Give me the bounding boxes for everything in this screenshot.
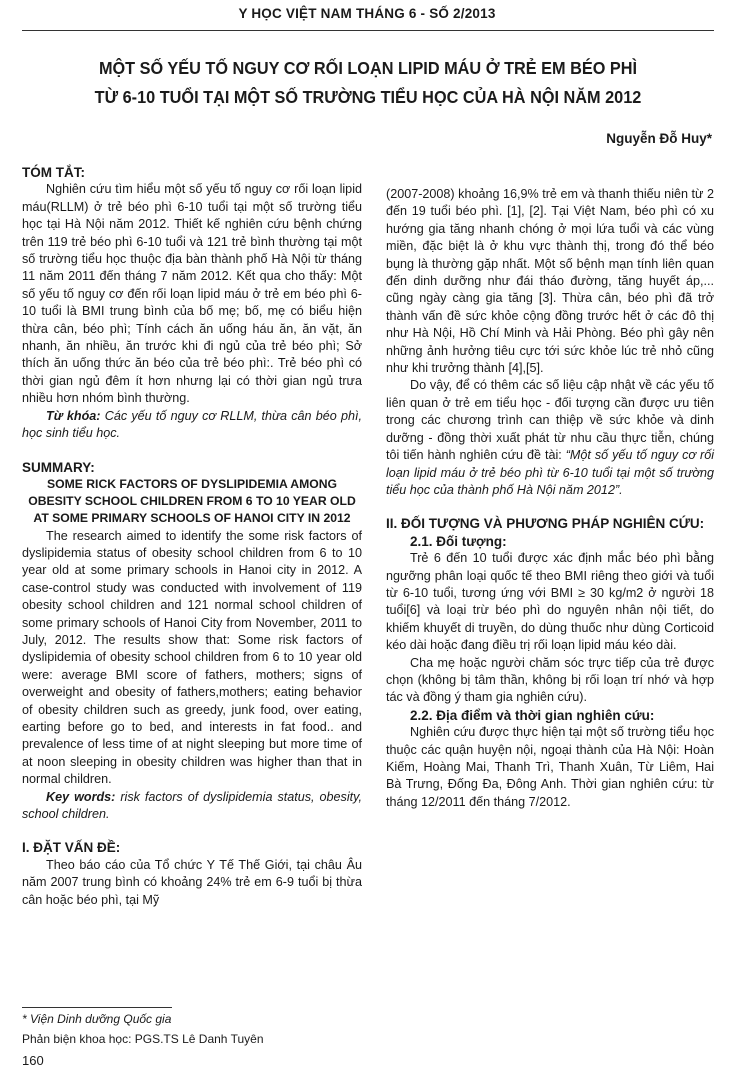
spacer <box>22 443 362 459</box>
title-line-2: TỪ 6-10 TUỔI TẠI MỘT SỐ TRƯỜNG TIỂU HỌC CỦA HÀ NỘI NĂM 2012 <box>94 87 642 107</box>
summary-heading: SUMMARY: <box>22 459 95 475</box>
keywords-paragraph <box>22 789 362 824</box>
summary-title: SOME RICK FACTORS OF DYSLIPIDEMIA AMONG OBESITY SCHOOL CHILDREN FROM 6 TO 10 YEAR OLD AT SOME PRIMARY SCHOOLS OF HANOI CITY IN 2012 <box>28 476 356 526</box>
tomtat-body: Nghiên cứu tìm hiểu một số yếu tố nguy cơ rối loạn lipid máu(RLLM) ở trẻ béo phì 6-10 tuổi tại một số trường tiểu học tại Hà Nội năm 2012. Thiết kế nghiên cứu bệnh chứng trên 119 trẻ béo phì 6-10 tuổi và 121 trẻ bình thường tại một số trường tiểu học thuộc địa bàn thành phố Hà Nội từ tháng 11 năm 2011 đến tháng 7 năm 2012. Kết qua cho thấy: Một số yếu tố nguy cơ đến rối loạn lipid máu ở trẻ em béo phì 6-10 tuổi là BMI trung bình của bố mẹ; bố, mẹ có biểu hiện thừa cân, béo phì; Tính cách ăn uống háu ăn, ăn vặt, ăn nhanh, ăn nhiều, ăn trước khi đi ngủ của trẻ béo phì; Sở thích ăn uống thức ăn béo của trẻ béo phì:. Trẻ béo phì có thời gian ngủ đêm ít hơn nhưng lại có thời gian ngủ trưa nhiều hơn nhóm bình thường. <box>22 182 362 406</box>
subsection-2-1-heading: 2.1. Đối tượng: <box>410 533 507 549</box>
tukhoa-paragraph <box>22 408 362 443</box>
intro-continuation: (2007-2008) khoảng 16,9% trẻ em và thanh thiếu niên từ 2 đến 19 tuổi béo phì. [1], [2]. Tại Việt Nam, béo phì có xu hướng gia tăng nhanh chóng ở mọi lứa tuổi và các vùng miền, đặc biệt là ở khu vực thành thị, trong đó thể béo bụng là thường gặp nhất. Một số bệnh mạn tính liên quan đến dinh dưỡng như đái tháo đường, tăng huyết áp,... cũng ngày càng gia tăng [3]. Thừa cân, béo phì đã trở thành vấn đề sức khỏe cộng đồng trước hết ở các đô thị như Hà Nội, Hồ Chí Minh và Hải Phòng. Béo phì gây nên những ảnh hưởng tiêu cực tới sức khỏe lúc trẻ nhỏ cũng như khi trưởng thành [4],[5]. <box>386 187 714 376</box>
section1-heading: I. ĐẶT VẤN ĐỀ: <box>22 840 121 856</box>
spacer <box>22 823 362 839</box>
affiliation-footnote: * Viện Dinh dưỡng Quốc gia <box>22 1012 172 1026</box>
author-name: Nguyễn Đỗ Huy* <box>606 131 712 146</box>
header-divider <box>22 30 714 31</box>
subsection-2-2-heading: 2.2. Địa điểm và thời gian nghiên cứu: <box>410 707 655 723</box>
page-number: 160 <box>22 1053 44 1068</box>
reviewer-footnote: Phản biện khoa học: PGS.TS Lê Danh Tuyên <box>22 1032 264 1046</box>
tukhoa-text: Các yếu tố nguy cơ RLLM, thừa cân béo phì, học sinh tiểu học. <box>22 408 362 441</box>
summary-body: The research aimed to identify the some risk factors of dyslipidemia status of obesity school children from 6 to 10 year old at some primary schools in Hanoi city in 2012. A case-control study was conducted with involvement of 119 obesity school children and 121 normal school children of some primary schools of Hanoi City from November, 2011 to July, 2012. The results show that: Some risk factors of dyslipidemia of obesity school children from 6 to 10 year old were: average BMI score of fathers, mothers; signs of overweight and obesity of fathers,mothers; eating behavior of obesity children such as greedy, junk food, over eating, earting before go to bed, and interests in fat food.. and prevalence of less time of at night sleeping but more time of at noon sleeping in obesity children was higher than that in normal children. <box>22 528 362 787</box>
intro-p2-text: Do vậy, để có thêm các số liệu cập nhật về các yếu tố liên quan ở trẻ em tiểu học - đối tượng cần được ưu tiên trong các chương trình can thiệp về sức khỏe và dinh dưỡng - đồng thời xuất phát từ nhu cầu thực tiễn, chúng tôi tiến hành nghiên cứu đề tài: <box>386 378 714 463</box>
keywords-label: Key words: <box>46 789 116 804</box>
study-title-quote: “Một số yếu tố nguy cơ rối loạn lipid máu ở trẻ béo phì từ 6-10 tuổi tại một số trường tiểu học của thành phố Hà Nội năm 2012”. <box>386 448 714 497</box>
running-header: Y HỌC VIỆT NAM THÁNG 6 - SỐ 2/2013 <box>238 6 496 21</box>
subsection-2-2-body: Nghiên cứu được thực hiện tại một số trường tiểu học thuộc các quận huyện nội, ngoại thành của Hà Nội: Hoàn Kiếm, Hoàng Mai, Thanh Trì, Thanh Xuân, Từ Liêm, Hai Bà Trưng, Đống Đa, Đông Anh. Thời gian nghiên cứu: từ tháng 12/2011 đến tháng 7/2012. <box>386 725 714 809</box>
left-column <box>22 164 362 909</box>
right-column <box>386 186 714 811</box>
article-title <box>44 54 691 112</box>
subsection-2-1-body: Trẻ 6 đến 10 tuổi được xác định mắc béo phì bằng ngưỡng phân loại quốc tế theo BMI riêng theo giới và tuổi từ 6-10 tuổi, tương ứng với BMI ≥ 30 kg/m2 ở người 18 tuổi[6] và loại trừ béo phì do nguyên nhân nội tiết, do khiếm khuyết di truyền, do dùng thuốc như dùng Corticoid kéo dài hoặc đang điều trị rối loạn lipid máu kéo dài. <box>386 551 714 653</box>
section1-body: Theo báo cáo của Tổ chức Y Tế Thế Giới, tại châu Âu năm 2007 trung bình có khoảng 24% trẻ em 6-9 tuổi bị thừa cân hoặc béo phì, tại Mỹ <box>22 857 362 907</box>
tomtat-heading: TÓM TẮT: <box>22 165 85 180</box>
keywords-text: risk factors of dyslipidemia status, obesity, school children. <box>22 789 362 822</box>
tukhoa-label: Từ khóa: <box>46 408 101 423</box>
title-line-1: MỘT SỐ YẾU TỐ NGUY CƠ RỐI LOẠN LIPID MÁU Ở TRẺ EM BÉO PHÌ <box>98 58 638 78</box>
footnote-divider <box>22 1007 172 1008</box>
spacer <box>386 499 714 515</box>
subsection-2-1-body-2: Cha mẹ hoặc người chăm sóc trực tiếp của trẻ được chọn (không bị tâm thần, không bị rối loạn trí nhớ và hợp tác và đồng ý tham gia nghiên cứu). <box>386 655 714 705</box>
intro-paragraph-2 <box>386 377 714 499</box>
section2-heading: II. ĐỐI TƯỢNG VÀ PHƯƠNG PHÁP NGHIÊN CỨU: <box>386 516 705 532</box>
